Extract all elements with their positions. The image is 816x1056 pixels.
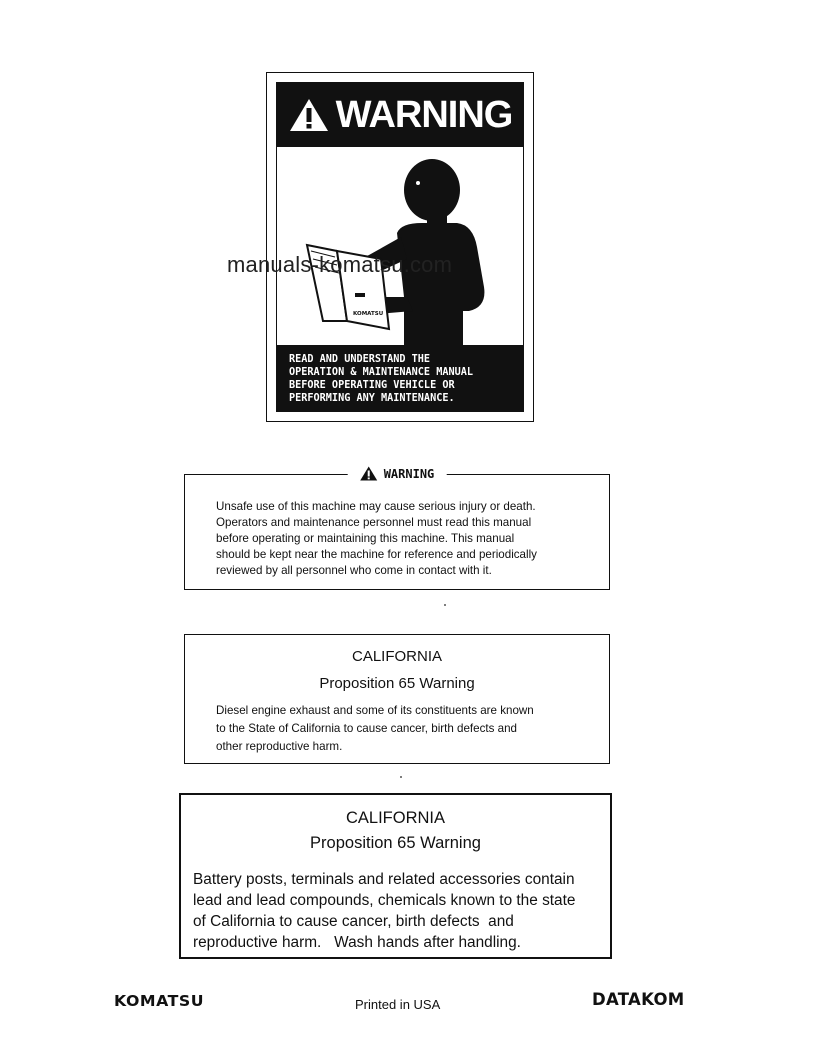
decal-header-text: WARNING xyxy=(335,93,513,136)
decal-line: OPERATION & MAINTENANCE MANUAL xyxy=(289,367,474,378)
prop65-line: to the State of California to cause cancer, birth defects and xyxy=(216,722,517,735)
prop65-battery-box xyxy=(179,793,612,959)
manual-cover-brand: KOMATSU xyxy=(353,311,384,317)
warning-decal xyxy=(266,72,534,422)
warning-line: before operating or maintaining this machine. This manual xyxy=(216,532,515,545)
decal-instruction-panel xyxy=(277,345,523,411)
decal-header xyxy=(277,83,523,147)
scan-speck xyxy=(400,776,402,778)
prop65-line: Battery posts, terminals and related accessories contain xyxy=(193,871,575,888)
prop65-heading: CALIFORNIA xyxy=(345,809,446,827)
scan-speck xyxy=(444,604,446,606)
komatsu-logo: KOMATSU xyxy=(114,992,205,1010)
person-reading-icon xyxy=(277,147,525,349)
datakom-logo: DATAKOM xyxy=(592,990,685,1009)
warning-triangle-icon xyxy=(360,466,378,481)
prop65-body xyxy=(193,869,575,953)
prop65-subheading: Proposition 65 Warning xyxy=(310,834,481,852)
decal-line: PERFORMING ANY MAINTENANCE. xyxy=(289,393,455,404)
decal-line: BEFORE OPERATING VEHICLE OR xyxy=(289,380,455,391)
prop65-line: other reproductive harm. xyxy=(216,740,343,753)
operator-reading-manual-illustration xyxy=(277,147,523,349)
prop65-diesel-box xyxy=(184,634,610,764)
prop65-line: lead and lead compounds, chemicals known to the state xyxy=(193,892,576,909)
prop65-line: of California to cause cancer, birth defects and xyxy=(193,913,514,930)
warning-box-body xyxy=(216,499,586,579)
warning-line: reviewed by all personnel who come in contact with it. xyxy=(216,564,492,577)
warning-triangle-icon xyxy=(288,97,330,133)
prop65-line: Diesel engine exhaust and some of its constituents are known xyxy=(216,704,534,717)
warning-box-title-text: WARNING xyxy=(383,466,435,481)
printed-in-note: Printed in USA xyxy=(355,997,441,1012)
prop65-subheading: Proposition 65 Warning xyxy=(319,675,475,692)
warning-box xyxy=(184,466,610,590)
warning-line: Operators and maintenance personnel must read this manual xyxy=(216,516,532,529)
prop65-heading: CALIFORNIA xyxy=(351,648,442,665)
watermark: manuals-komatsu.com xyxy=(227,252,453,277)
warning-box-title xyxy=(348,466,447,481)
decal-line: READ AND UNDERSTAND THE xyxy=(289,354,431,365)
decal-frame xyxy=(276,82,524,412)
prop65-body xyxy=(216,702,534,756)
warning-line: Unsafe use of this machine may cause serious injury or death. xyxy=(216,500,536,513)
warning-line: should be kept near the machine for reference and periodically xyxy=(216,548,537,561)
prop65-line: reproductive harm. Wash hands after handling. xyxy=(193,934,521,951)
